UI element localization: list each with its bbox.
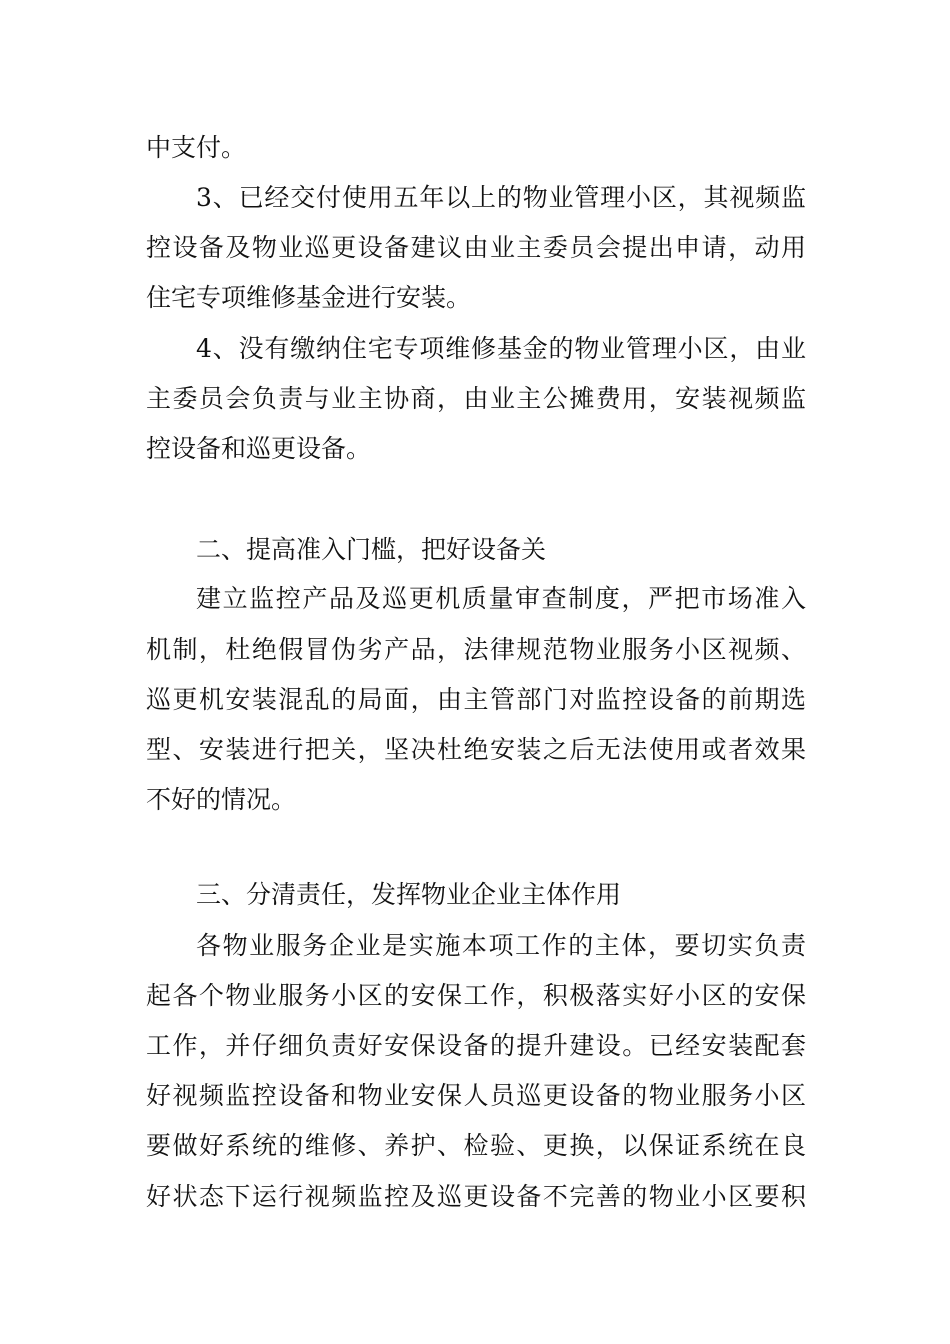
paragraph-line: 主委员会负责与业主协商，由业主公摊费用，安装视频监 — [146, 384, 806, 413]
section-heading: 三、分清责任，发挥物业企业主体作用 — [196, 880, 622, 909]
paragraph-line: 工作，并仔细负责好安保设备的提升建设。已经安装配套 — [146, 1031, 806, 1060]
paragraph-line: 不好的情况。 — [146, 785, 297, 814]
paragraph-line: 控设备和巡更设备。 — [146, 434, 372, 463]
paragraph-line: 好状态下运行视频监控及巡更设备不完善的物业小区要积 — [146, 1182, 806, 1211]
paragraph-line: 型、安装进行把关，坚决杜绝安装之后无法使用或者效果 — [146, 735, 806, 764]
paragraph-line: 中支付。 — [146, 133, 247, 162]
paragraph-line: 起各个物业服务小区的安保工作，积极落实好小区的安保 — [146, 981, 806, 1010]
paragraph-line: 要做好系统的维修、养护、检验、更换，以保证系统在良 — [146, 1131, 806, 1160]
paragraph-line: 各物业服务企业是实施本项工作的主体，要切实负责 — [196, 931, 806, 960]
paragraph-line: 4、没有缴纳住宅专项维修基金的物业管理小区，由业 — [196, 334, 806, 363]
paragraph-line: 好视频监控设备和物业安保人员巡更设备的物业服务小区 — [146, 1081, 806, 1110]
paragraph-line: 建立监控产品及巡更机质量审查制度，严把市场准入 — [196, 584, 806, 613]
paragraph-line: 控设备及物业巡更设备建议由业主委员会提出申请，动用 — [146, 233, 806, 262]
paragraph-line: 机制，杜绝假冒伪劣产品，法律规范物业服务小区视频、 — [146, 635, 806, 664]
section-heading: 二、提高准入门槛，把好设备关 — [196, 535, 547, 564]
paragraph-line: 3、已经交付使用五年以上的物业管理小区，其视频监 — [196, 183, 806, 212]
paragraph-line: 住宅专项维修基金进行安装。 — [146, 283, 472, 312]
paragraph-line: 巡更机安装混乱的局面，由主管部门对监控设备的前期选 — [146, 685, 806, 714]
